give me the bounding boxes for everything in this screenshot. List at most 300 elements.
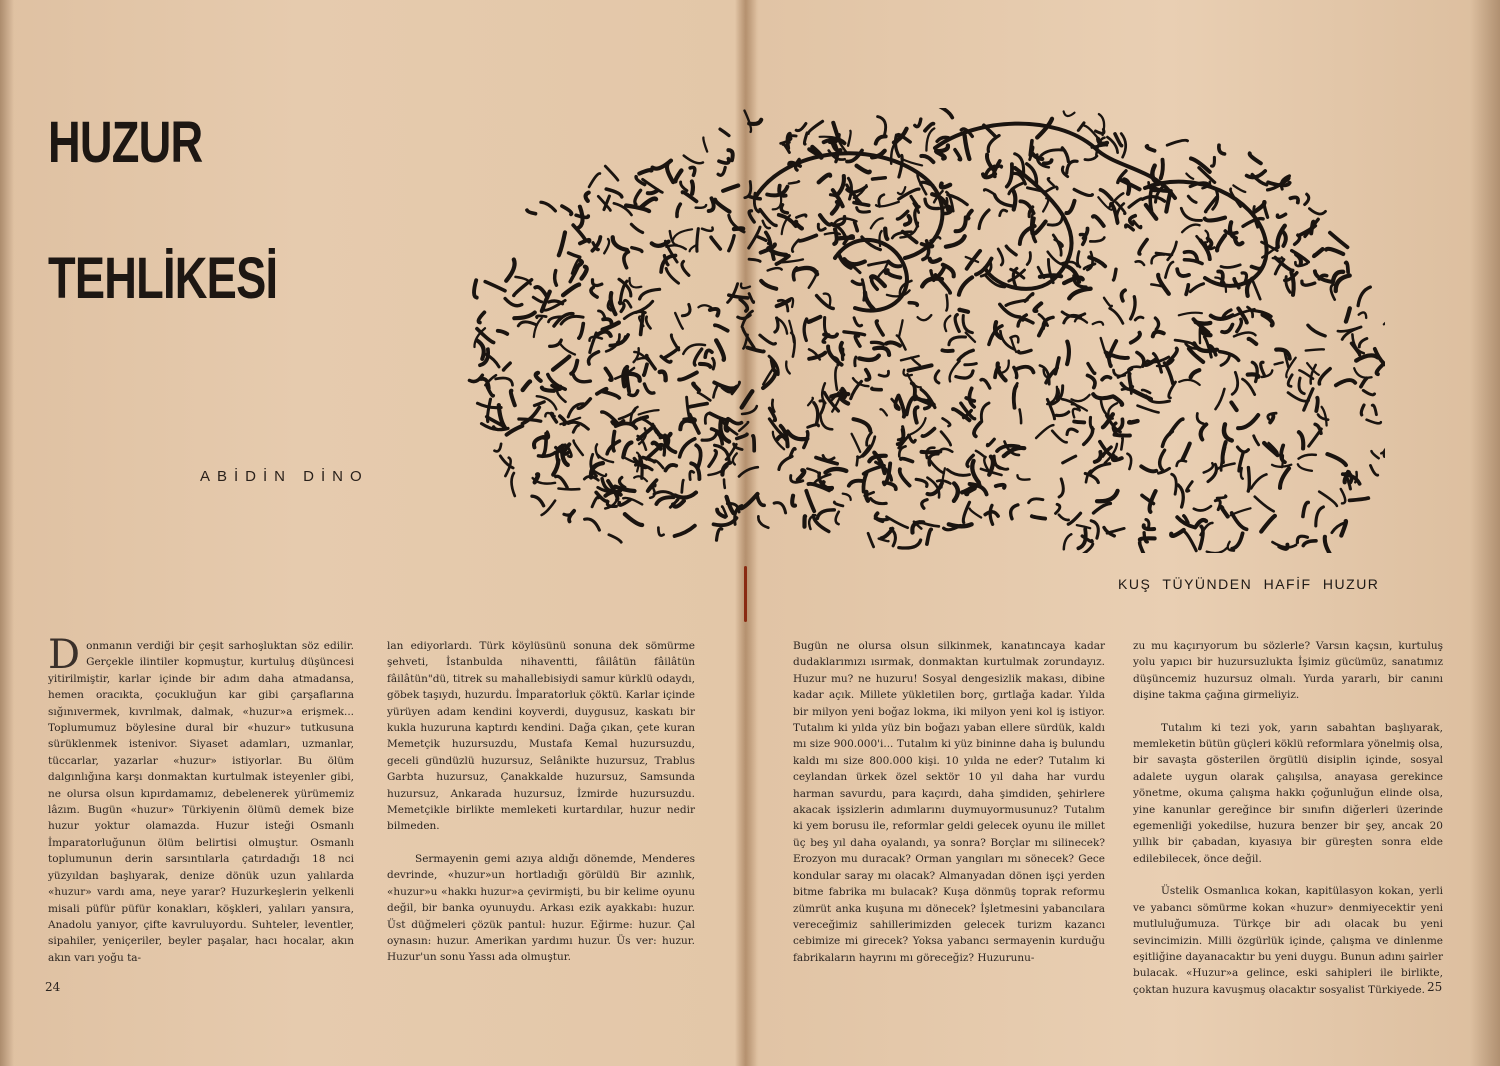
ink-stroke: [1208, 238, 1212, 248]
ink-stroke: [1346, 262, 1348, 272]
ink-stroke: [899, 320, 903, 337]
ink-stroke: [865, 293, 874, 310]
ink-stroke: [1068, 513, 1080, 524]
ink-stroke: [709, 198, 714, 211]
ink-stroke: [1224, 424, 1232, 440]
ink-stroke: [1352, 334, 1363, 353]
ink-stroke: [553, 357, 569, 370]
ink-stroke: [1084, 428, 1093, 445]
ink-stroke: [665, 348, 679, 358]
ink-stroke: [533, 297, 541, 302]
ink-stroke: [1341, 489, 1345, 503]
author-name: ABİDİN DİNO: [200, 468, 369, 485]
ink-stroke: [1201, 424, 1207, 439]
ink-stroke: [639, 410, 659, 414]
ink-stroke: [947, 470, 969, 476]
ink-stroke: [788, 432, 808, 440]
ink-stroke: [1007, 164, 1012, 187]
ink-stroke: [974, 423, 980, 437]
ink-stroke: [915, 119, 921, 127]
ink-stroke: [1150, 188, 1152, 211]
ink-stroke: [956, 217, 966, 231]
ink-stroke: [1233, 185, 1245, 192]
ink-stroke: [1110, 308, 1123, 323]
ink-stroke: [1168, 242, 1177, 260]
ink-stroke: [905, 216, 910, 225]
ink-stroke: [1273, 257, 1283, 258]
ink-stroke: [718, 167, 725, 175]
ink-stroke: [680, 439, 695, 457]
ink-stroke: [559, 489, 580, 490]
ink-stroke: [697, 229, 698, 252]
ink-stroke: [1064, 534, 1072, 549]
ink-stroke: [981, 403, 989, 422]
ink-stroke: [1330, 233, 1348, 248]
ink-stroke: [1032, 516, 1045, 518]
ink-stroke: [696, 205, 706, 208]
ink-stroke: [569, 253, 580, 257]
ink-stroke: [792, 496, 795, 506]
ink-stroke: [959, 277, 972, 294]
ink-stroke: [1250, 153, 1261, 163]
ink-stroke: [1205, 218, 1225, 221]
ink-stroke: [1134, 221, 1141, 228]
ink-stroke: [901, 459, 913, 462]
ink-stroke: [1166, 194, 1170, 212]
ink-stroke: [832, 202, 838, 214]
ink-stroke: [874, 348, 889, 355]
ink-stroke: [990, 505, 992, 524]
ink-stroke: [1381, 442, 1385, 454]
ink-stroke: [921, 156, 933, 162]
ink-stroke: [1138, 406, 1159, 413]
ink-stroke: [1231, 403, 1236, 411]
ink-stroke: [760, 335, 776, 344]
ink-stroke: [596, 444, 599, 457]
ink-stroke: [1183, 444, 1190, 460]
ink-stroke: [1254, 436, 1259, 445]
ink-stroke: [1121, 438, 1122, 449]
article-title-line-1: HUZUR: [48, 110, 203, 175]
ink-stroke: [734, 228, 743, 229]
ink-stroke: [1059, 479, 1063, 497]
ink-stroke: [666, 465, 677, 471]
ink-stroke: [946, 295, 947, 311]
ink-stroke: [644, 384, 654, 393]
ink-stroke: [498, 331, 507, 334]
drop-cap: D: [48, 632, 81, 678]
ink-stroke: [852, 434, 861, 452]
ink-stroke: [700, 364, 710, 367]
ink-stroke: [1221, 507, 1227, 517]
ink-stroke: [826, 469, 847, 473]
ink-stroke: [1216, 389, 1225, 409]
ink-stroke: [1255, 497, 1274, 512]
ink-stroke: [556, 476, 567, 487]
ink-stroke: [807, 469, 818, 473]
ink-stroke: [1137, 352, 1144, 366]
ink-stroke: [1014, 367, 1017, 377]
paragraph-text: onmanın verdiği bir çeşit sarhoşluktan söz edilir. Gerçekle ilintiler kopmuştur, kurtuluş düşüncesi yitirilmiştir, karlar içinde bir adım daha atmadansa, hemen oracıkta, çocukluğun kar gibi çarşaflarına sığınıvermek, kıvrılmak, dalmak, «huzur»a erişmek... Toplumumuz böylesine dural bir «huzur» tutkusuna sürüklenmek istenivor. Siyaset adamları, uzmanlar, tüccarlar, yazarlar «huzur» istiyorlar. Bu ölüm dalgınlığına karşı donmaktan kurtulmak isteyenler gibi, ne olursa olsun kıpırdamamız, debelenerek yürümemiz lâzım. Bugün «huzur» Türkiyenin ölümü demek bize huzur yoktur olamazda. Huzur isteği Osmanlı İmparatorluğunun ölüm belirtisi olmuştur. Osmanlı toplumunun derin sarsıntılarla çatırdadığı 18 nci yüzyıldan başlıyarak, denize dönük uzun yalılarda «huzur» vardı ama, neye yarar? Huzurkeşlerin yelkenli misali püfür püfür konakları, köşkleri, yalıları yansıra, Anadolu yanıyor, çifte kavruluyordu. Suhteler, leventler, sipahiler, yeniçeriler, beyler paşalar, hacı hocalar, akın akın varı yoğu ta-: [48, 640, 354, 964]
ink-stroke: [1204, 463, 1213, 472]
ink-stroke: [723, 186, 738, 191]
ink-stroke: [837, 176, 844, 195]
ink-stroke: [1326, 249, 1343, 254]
ink-stroke: [1140, 543, 1147, 553]
ink-stroke: [623, 443, 631, 458]
ink-stroke: [1309, 209, 1325, 214]
ink-stroke: [1088, 364, 1095, 374]
ink-stroke: [1171, 530, 1183, 536]
ink-stroke: [1316, 398, 1317, 411]
ink-stroke: [648, 190, 658, 193]
ink-stroke: [1282, 231, 1286, 246]
ink-stroke: [562, 206, 572, 214]
ink-stroke: [1033, 218, 1036, 241]
ink-stroke: [682, 261, 689, 275]
ink-stroke: [859, 356, 879, 360]
ink-stroke: [628, 374, 640, 381]
ink-stroke: [555, 271, 557, 286]
ink-stroke: [1122, 290, 1126, 301]
ink-stroke: [869, 262, 889, 266]
ink-stroke: [505, 299, 522, 306]
ink-stroke: [1221, 265, 1240, 268]
ink-stroke: [891, 529, 896, 546]
ink-stroke: [660, 372, 666, 381]
ink-stroke: [1053, 235, 1061, 255]
ink-stroke: [779, 456, 792, 469]
ink-stroke: [1142, 390, 1150, 393]
ink-stroke: [1186, 285, 1188, 294]
ink-stroke: [1027, 253, 1030, 265]
ink-stroke: [1048, 178, 1054, 185]
ink-stroke: [1139, 240, 1147, 255]
ink-stroke: [922, 429, 934, 437]
ink-stroke: [855, 222, 858, 230]
ink-stroke: [1052, 431, 1066, 443]
ink-stroke: [632, 248, 642, 252]
ink-stroke: [945, 316, 951, 331]
ink-stroke: [911, 358, 920, 366]
ink-stroke: [720, 129, 729, 136]
ink-stroke: [1153, 332, 1164, 337]
ink-stroke: [804, 319, 806, 340]
ink-stroke: [564, 512, 574, 516]
illustration-caption: KUŞ TÜYÜNDEN HAFİF HUZUR: [1118, 576, 1380, 592]
ink-stroke: [976, 451, 984, 457]
ink-stroke: [796, 215, 806, 218]
ink-stroke: [965, 364, 977, 365]
ink-stroke: [1252, 267, 1261, 269]
ink-stroke: [1101, 190, 1112, 200]
ink-stroke: [1302, 281, 1315, 285]
ink-stroke: [681, 182, 687, 191]
ink-stroke: [1018, 367, 1034, 373]
ink-stroke: [1091, 521, 1098, 538]
ink-stroke: [844, 332, 865, 335]
ink-stroke: [792, 240, 799, 252]
ink-stroke: [848, 131, 851, 146]
ink-stroke: [585, 519, 600, 530]
ink-stroke: [843, 494, 851, 500]
ink-stroke: [536, 373, 541, 381]
ink-stroke: [1316, 507, 1324, 526]
article-title-line-2: TEHLİKESİ: [48, 246, 278, 311]
ink-stroke: [1187, 482, 1193, 492]
ink-stroke: [806, 491, 814, 511]
ink-stroke: [730, 420, 741, 423]
ink-stroke: [602, 412, 617, 423]
ink-stroke: [698, 305, 711, 307]
ink-stroke: [1178, 485, 1183, 507]
ink-stroke: [745, 111, 752, 132]
ink-stroke: [605, 166, 618, 180]
ink-stroke: [656, 497, 673, 504]
ink-stroke: [1288, 375, 1292, 387]
ink-stroke: [527, 210, 536, 214]
ink-stroke: [1001, 361, 1009, 373]
ink-stroke: [1350, 498, 1369, 500]
ink-stroke: [602, 391, 619, 398]
ink-stroke: [878, 117, 886, 135]
ink-stroke: [849, 481, 863, 486]
ink-stroke: [1141, 466, 1156, 471]
ink-stroke: [854, 318, 862, 326]
ink-stroke: [1063, 456, 1076, 463]
ink-stroke: [900, 469, 910, 485]
ink-stroke: [1322, 407, 1327, 426]
ink-stroke: [1276, 349, 1290, 358]
ink-stroke: [1371, 466, 1378, 476]
ink-stroke: [683, 192, 697, 201]
ink-stroke: [717, 529, 722, 541]
ink-stroke: [965, 136, 970, 159]
ink-stroke: [984, 189, 995, 194]
ink-stroke: [535, 474, 538, 482]
ink-stroke: [789, 181, 799, 183]
ink-stroke: [885, 229, 887, 239]
ink-stroke: [922, 500, 927, 509]
ink-stroke: [1235, 238, 1243, 245]
ink-stroke: [630, 278, 642, 287]
ink-stroke: [1041, 150, 1063, 156]
ink-stroke: [728, 284, 738, 303]
ink-stroke: [580, 240, 589, 243]
ink-stroke: [775, 318, 778, 332]
ink-stroke: [1071, 395, 1089, 401]
ink-stroke: [1020, 410, 1022, 424]
ink-stroke: [1247, 171, 1266, 178]
ink-stroke: [943, 418, 951, 426]
ink-stroke: [979, 210, 989, 229]
paragraph: Sermayenin gemi azıya aldığı dönemde, Menderes devrinde, «huzur»un hortladığı görüldü Bir azınlık, «huzur»u «hakkı huzur»a çevirmişti, bu bir kelime oyunu değil, bir banka oyunuydu. Arkası ezik ayakkabı: huzur. Üst düğmeleri çözük pantul: huzur. Eğirme: huzur. Çal oynasın: huzur. Amerikan yardımı huzur. Üs ver: huzur. Huzur'un sonu Yassı ada olmuştur.: [387, 852, 695, 964]
ink-stroke: [640, 289, 660, 299]
ink-stroke: [1384, 311, 1385, 325]
ink-stroke: [875, 518, 889, 519]
ink-stroke: [1136, 261, 1145, 265]
page-edge-shadow-left: [0, 0, 14, 1066]
ink-stroke: [1215, 500, 1220, 509]
ink-stroke: [713, 358, 715, 369]
ink-stroke: [495, 444, 502, 452]
ink-stroke: [899, 540, 921, 548]
ink-stroke: [592, 497, 598, 506]
text-column-2: [387, 638, 695, 966]
ink-stroke: [998, 249, 1003, 265]
ink-stroke: [680, 421, 692, 430]
ink-stroke: [791, 333, 794, 357]
ink-stroke: [1314, 249, 1323, 256]
ink-stroke: [603, 319, 611, 324]
ink-stroke: [936, 267, 945, 279]
ink-stroke: [1359, 339, 1367, 347]
ink-stroke: [871, 499, 887, 504]
ink-stroke: [1129, 421, 1137, 423]
ink-stroke: [1114, 269, 1117, 280]
ink-stroke: [1011, 505, 1018, 519]
ink-stroke: [1305, 194, 1309, 204]
ink-stroke: [1185, 532, 1196, 551]
ink-stroke: [624, 252, 629, 268]
ink-stroke: [631, 224, 642, 232]
ink-stroke: [972, 461, 979, 483]
ink-stroke: [641, 199, 656, 207]
ink-stroke: [1367, 420, 1381, 424]
ink-stroke: [1232, 372, 1237, 394]
ink-stroke: [941, 184, 950, 188]
ink-stroke: [1299, 432, 1303, 448]
ink-stroke: [796, 124, 806, 131]
ink-stroke: [666, 269, 678, 284]
ink-stroke: [741, 284, 750, 289]
ink-stroke: [880, 409, 887, 415]
ink-stroke: [589, 173, 600, 186]
ink-stroke: [654, 492, 674, 495]
ink-stroke: [682, 304, 690, 315]
ink-stroke: [1043, 198, 1048, 211]
ink-stroke: [1270, 415, 1273, 423]
ink-stroke: [519, 419, 541, 421]
paragraph: [48, 632, 354, 966]
ink-stroke: [1358, 287, 1370, 306]
ink-stroke: [1218, 464, 1235, 470]
ink-stroke: [1077, 525, 1090, 528]
ink-stroke: [867, 433, 872, 446]
ink-stroke: [609, 535, 621, 543]
ink-stroke: [969, 388, 974, 407]
ink-stroke: [741, 494, 757, 508]
ink-stroke: [512, 473, 515, 496]
ink-stroke: [809, 317, 821, 322]
ink-stroke: [1298, 464, 1312, 471]
ink-stroke: [702, 228, 713, 231]
ink-stroke: [1194, 506, 1211, 510]
ink-stroke: [895, 396, 899, 409]
ink-stroke: [715, 200, 729, 212]
ink-stroke: [909, 365, 932, 370]
ink-stroke: [1281, 445, 1285, 462]
ink-stroke: [733, 453, 737, 464]
ink-stroke: [1248, 374, 1259, 376]
ink-stroke: [774, 503, 786, 513]
ink-stroke: [1131, 297, 1135, 319]
ink-stroke: [710, 309, 719, 316]
ink-stroke: [1355, 472, 1356, 482]
ink-stroke: [586, 193, 589, 201]
ink-stroke: [1361, 405, 1364, 415]
ink-stroke: [1000, 304, 1020, 317]
ink-stroke: [879, 371, 888, 376]
ink-stroke: [1090, 238, 1104, 242]
ink-stroke: [1143, 197, 1165, 202]
ink-stroke: [935, 371, 939, 383]
ink-stroke: [824, 318, 827, 335]
ink-stroke: [1088, 375, 1096, 387]
ink-stroke: [553, 460, 558, 475]
ink-stroke: [1182, 225, 1199, 233]
binding-thread: [744, 566, 747, 622]
ink-stroke: [739, 467, 758, 476]
page-number-left: 24: [45, 980, 61, 994]
ink-stroke: [506, 260, 514, 281]
ink-stroke: [898, 211, 908, 219]
ink-stroke: [1093, 394, 1113, 398]
ink-stroke: [1149, 491, 1155, 512]
ink-stroke: [798, 470, 804, 480]
ink-stroke: [1179, 313, 1202, 316]
ink-stroke: [1377, 365, 1383, 374]
ink-stroke: [742, 391, 753, 407]
ink-stroke: [888, 262, 900, 267]
ink-stroke: [563, 285, 579, 296]
ink-stroke: [1190, 284, 1203, 292]
ink-stroke: [1172, 474, 1177, 494]
ink-stroke: [705, 350, 712, 357]
ink-stroke: [1029, 499, 1043, 503]
ink-stroke: [1359, 312, 1367, 317]
ink-stroke: [1241, 468, 1243, 479]
ink-stroke: [1175, 340, 1193, 344]
ink-stroke: [854, 419, 871, 431]
ink-stroke: [1140, 538, 1155, 540]
ink-stroke: [836, 512, 839, 525]
ink-stroke: [576, 215, 588, 217]
ink-stroke: [715, 325, 728, 330]
ink-stroke: [1177, 269, 1189, 276]
ink-stroke: [879, 539, 889, 542]
ink-stroke: [868, 533, 874, 547]
ink-stroke: [619, 478, 624, 488]
ink-stroke: [1308, 325, 1325, 336]
ink-stroke: [918, 315, 932, 320]
ink-stroke: [646, 317, 650, 329]
ink-stroke: [474, 280, 477, 297]
ink-stroke: [1056, 504, 1060, 513]
ink-stroke: [1017, 475, 1029, 479]
ink-stroke: [779, 215, 796, 226]
ink-stroke: [1186, 174, 1193, 179]
ink-stroke: [1073, 409, 1078, 418]
page-edge-shadow-right: [1470, 0, 1500, 1066]
ink-stroke: [1059, 515, 1069, 520]
ink-stroke: [1311, 222, 1313, 234]
ink-stroke: [786, 362, 790, 374]
ink-stroke: [729, 236, 734, 251]
ink-stroke: [772, 400, 774, 412]
ink-stroke: [1124, 179, 1129, 193]
ink-stroke: [719, 159, 729, 163]
